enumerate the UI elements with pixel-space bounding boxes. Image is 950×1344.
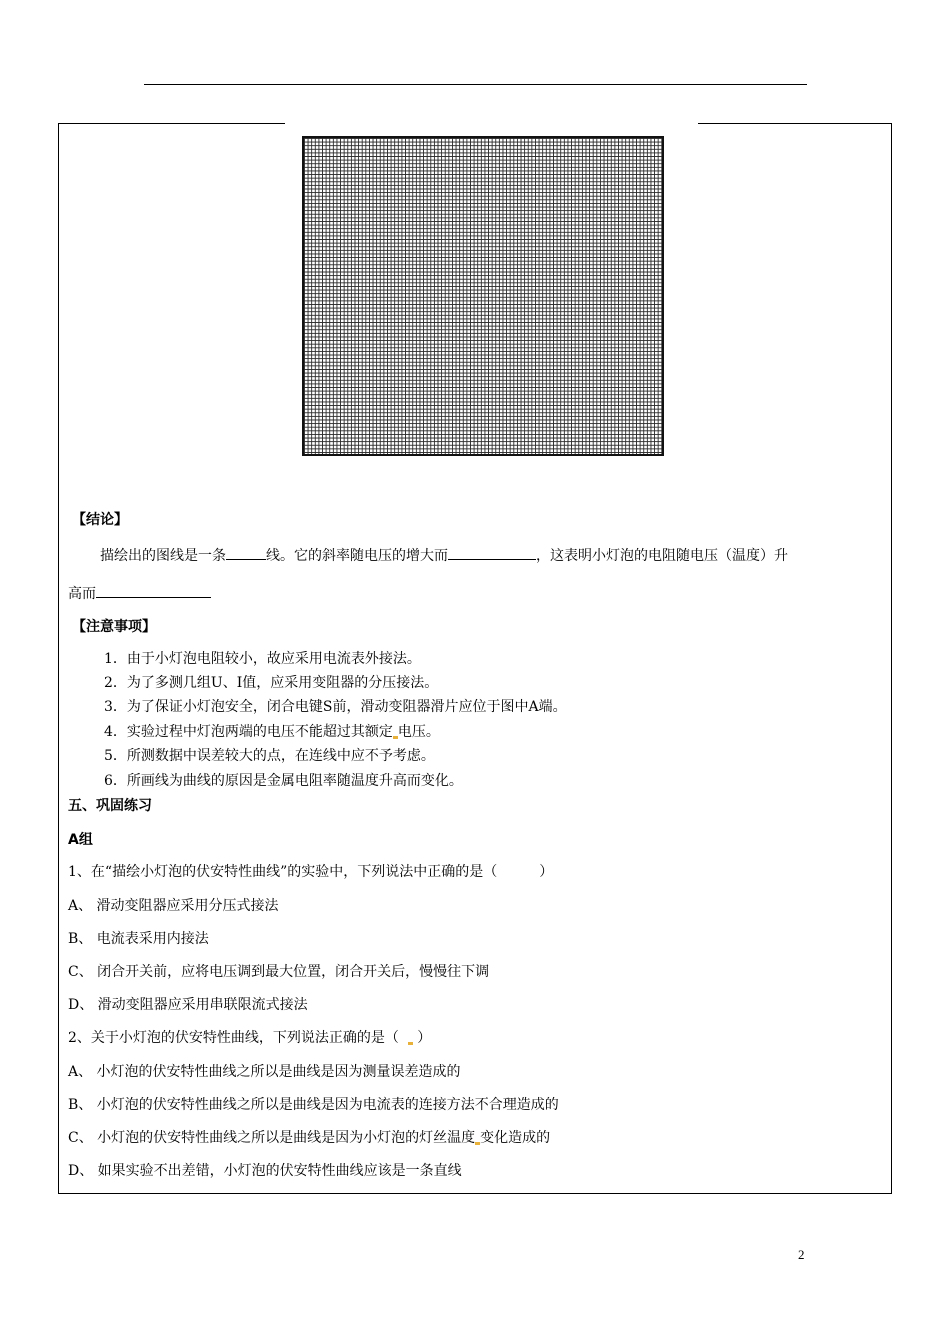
conclusion-line-1 <box>100 544 788 566</box>
frame-left <box>58 123 59 1193</box>
blank-resistance-trend[interactable] <box>96 582 211 598</box>
mark-dot <box>408 1042 413 1045</box>
question-2-option-b: B、 小灯泡的伏安特性曲线之所以是曲线是因为电流表的连接方法不合理造成的 <box>68 1097 559 1113</box>
group-label: A组 <box>68 832 93 848</box>
question-1-stem: 1、在“描绘小灯泡的伏安特性曲线”的实验中，下列说法中正确的是（ ） <box>68 864 554 880</box>
note-item-4-tail: 电压。 <box>397 724 440 740</box>
note-item-4 <box>104 722 440 742</box>
conclusion-text-a: 描绘出的图线是一条 <box>100 548 226 564</box>
question-1-option-c: C、 闭合开关前，应将电压调到最大位置，闭合开关后，慢慢往下调 <box>68 964 490 980</box>
conclusion-text-c: ，这表明小灯泡的电阻随电压（温度）升 <box>536 548 788 564</box>
notes-heading: 【注意事项】 <box>72 619 156 635</box>
note-item-5: 5．所测数据中误差较大的点，在连线中应不予考虑。 <box>104 748 435 764</box>
conclusion-heading: 【结论】 <box>72 512 128 528</box>
note-item-2: 2．为了多测几组U、I值，应采用变阻器的分压接法。 <box>104 675 439 691</box>
blank-slope-trend[interactable] <box>448 544 536 560</box>
question-2-option-c <box>68 1128 550 1148</box>
question-2-option-a: A、 小灯泡的伏安特性曲线之所以是曲线是因为测量误差造成的 <box>68 1064 461 1080</box>
question-2-option-d: D、 如果实验不出差错，小灯泡的伏安特性曲线应该是一条直线 <box>68 1163 462 1179</box>
question-1-option-b: B、 电流表采用内接法 <box>68 931 209 947</box>
frame-bottom <box>58 1193 892 1194</box>
frame-top-left <box>58 123 285 124</box>
conclusion-text-b: 线。它的斜率随电压的增大而 <box>266 548 448 564</box>
blank-line-type[interactable] <box>226 544 266 560</box>
question-2-stem-text: 2、关于小灯泡的伏安特性曲线，下列说法正确的是（ <box>68 1030 399 1046</box>
header-rule <box>144 84 807 85</box>
page-number: 2 <box>798 1247 805 1262</box>
note-item-4-text: 4．实验过程中灯泡两端的电压不能超过其额定 <box>104 724 393 740</box>
question-2-stem-close: ） <box>417 1030 432 1046</box>
question-2-option-c-tail: 变化造成的 <box>480 1130 551 1146</box>
conclusion-line-2 <box>68 582 211 604</box>
graph-paper-grid <box>302 136 664 456</box>
section-heading: 五、巩固练习 <box>68 798 152 814</box>
question-2-stem <box>68 1028 431 1048</box>
frame-right <box>891 123 892 1193</box>
note-item-6: 6．所画线为曲线的原因是金属电阻率随温度升高而变化。 <box>104 773 463 789</box>
question-1-option-d: D、 滑动变阻器应采用串联限流式接法 <box>68 997 308 1013</box>
note-item-1: 1．由于小灯泡电阻较小，故应采用电流表外接法。 <box>104 651 421 667</box>
note-item-3: 3．为了保证小灯泡安全，闭合电键S前，滑动变阻器滑片应位于图中A端。 <box>104 699 567 715</box>
frame-top-right <box>698 123 891 124</box>
conclusion-text-d: 高而 <box>68 586 96 602</box>
question-1-option-a: A、 滑动变阻器应采用分压式接法 <box>68 898 279 914</box>
question-2-option-c-text: C、 小灯泡的伏安特性曲线之所以是曲线是因为小灯泡的灯丝温度 <box>68 1130 476 1146</box>
